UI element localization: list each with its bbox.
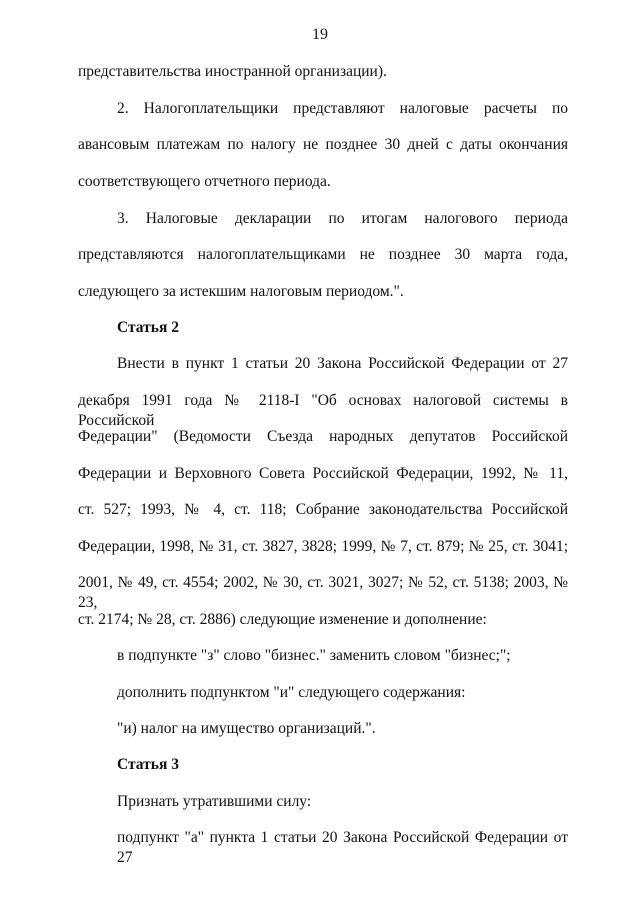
text-line: 2001, № 49, ст. 4554; 2002, № 30, ст. 3021, 3027; № 52, ст. 5138; 2003, № 23,: [78, 574, 568, 611]
text-line: "и) налог на имущество организаций.".: [117, 720, 376, 737]
text-line: подпункт "а" пункта 1 статьи 20 Закона Российской Федерации от 27: [117, 829, 568, 866]
text-line: соответствующего отчетного периода.: [78, 173, 331, 190]
text-line: 3. Налоговые декларации по итогам налогового периода: [117, 210, 568, 227]
page-number: 19: [312, 26, 328, 43]
text-line: представительства иностранной организации).: [78, 63, 387, 80]
text-line: авансовым платежам по налогу не позднее 30 дней с даты окончания: [78, 136, 568, 153]
section-heading: Статья 2: [117, 319, 179, 336]
section-heading: Статья 3: [117, 756, 179, 773]
text-line: ст. 2174; № 28, ст. 2886) следующие изменение и дополнение:: [78, 611, 487, 628]
text-line: Федерации и Верховного Совета Российской Федерации, 1992, № 11,: [78, 465, 568, 482]
text-line: дополнить подпунктом "и" следующего содержания:: [117, 684, 466, 701]
text-line: в подпункте "з" слово "бизнес." заменить словом "бизнес;";: [117, 647, 511, 664]
text-line: Федерации, 1998, № 31, ст. 3827, 3828; 1999, № 7, ст. 879; № 25, ст. 3041;: [78, 538, 568, 555]
text-line: Внести в пункт 1 статьи 20 Закона Российской Федерации от 27: [117, 355, 568, 372]
text-line: декабря 1991 года № 2118-I "Об основах налоговой системы в Российской: [78, 392, 568, 429]
text-line: Признать утратившими силу:: [117, 793, 312, 810]
text-line: представляются налогоплательщиками не позднее 30 марта года,: [78, 246, 568, 263]
text-line: ст. 527; 1993, № 4, ст. 118; Собрание законодательства Российской: [78, 501, 568, 518]
text-line: 2. Налогоплательщики представляют налоговые расчеты по: [117, 100, 568, 117]
text-line: Федерации" (Ведомости Съезда народных депутатов Российской: [78, 428, 568, 445]
text-line: следующего за истекшим налоговым периодом.".: [78, 283, 404, 300]
